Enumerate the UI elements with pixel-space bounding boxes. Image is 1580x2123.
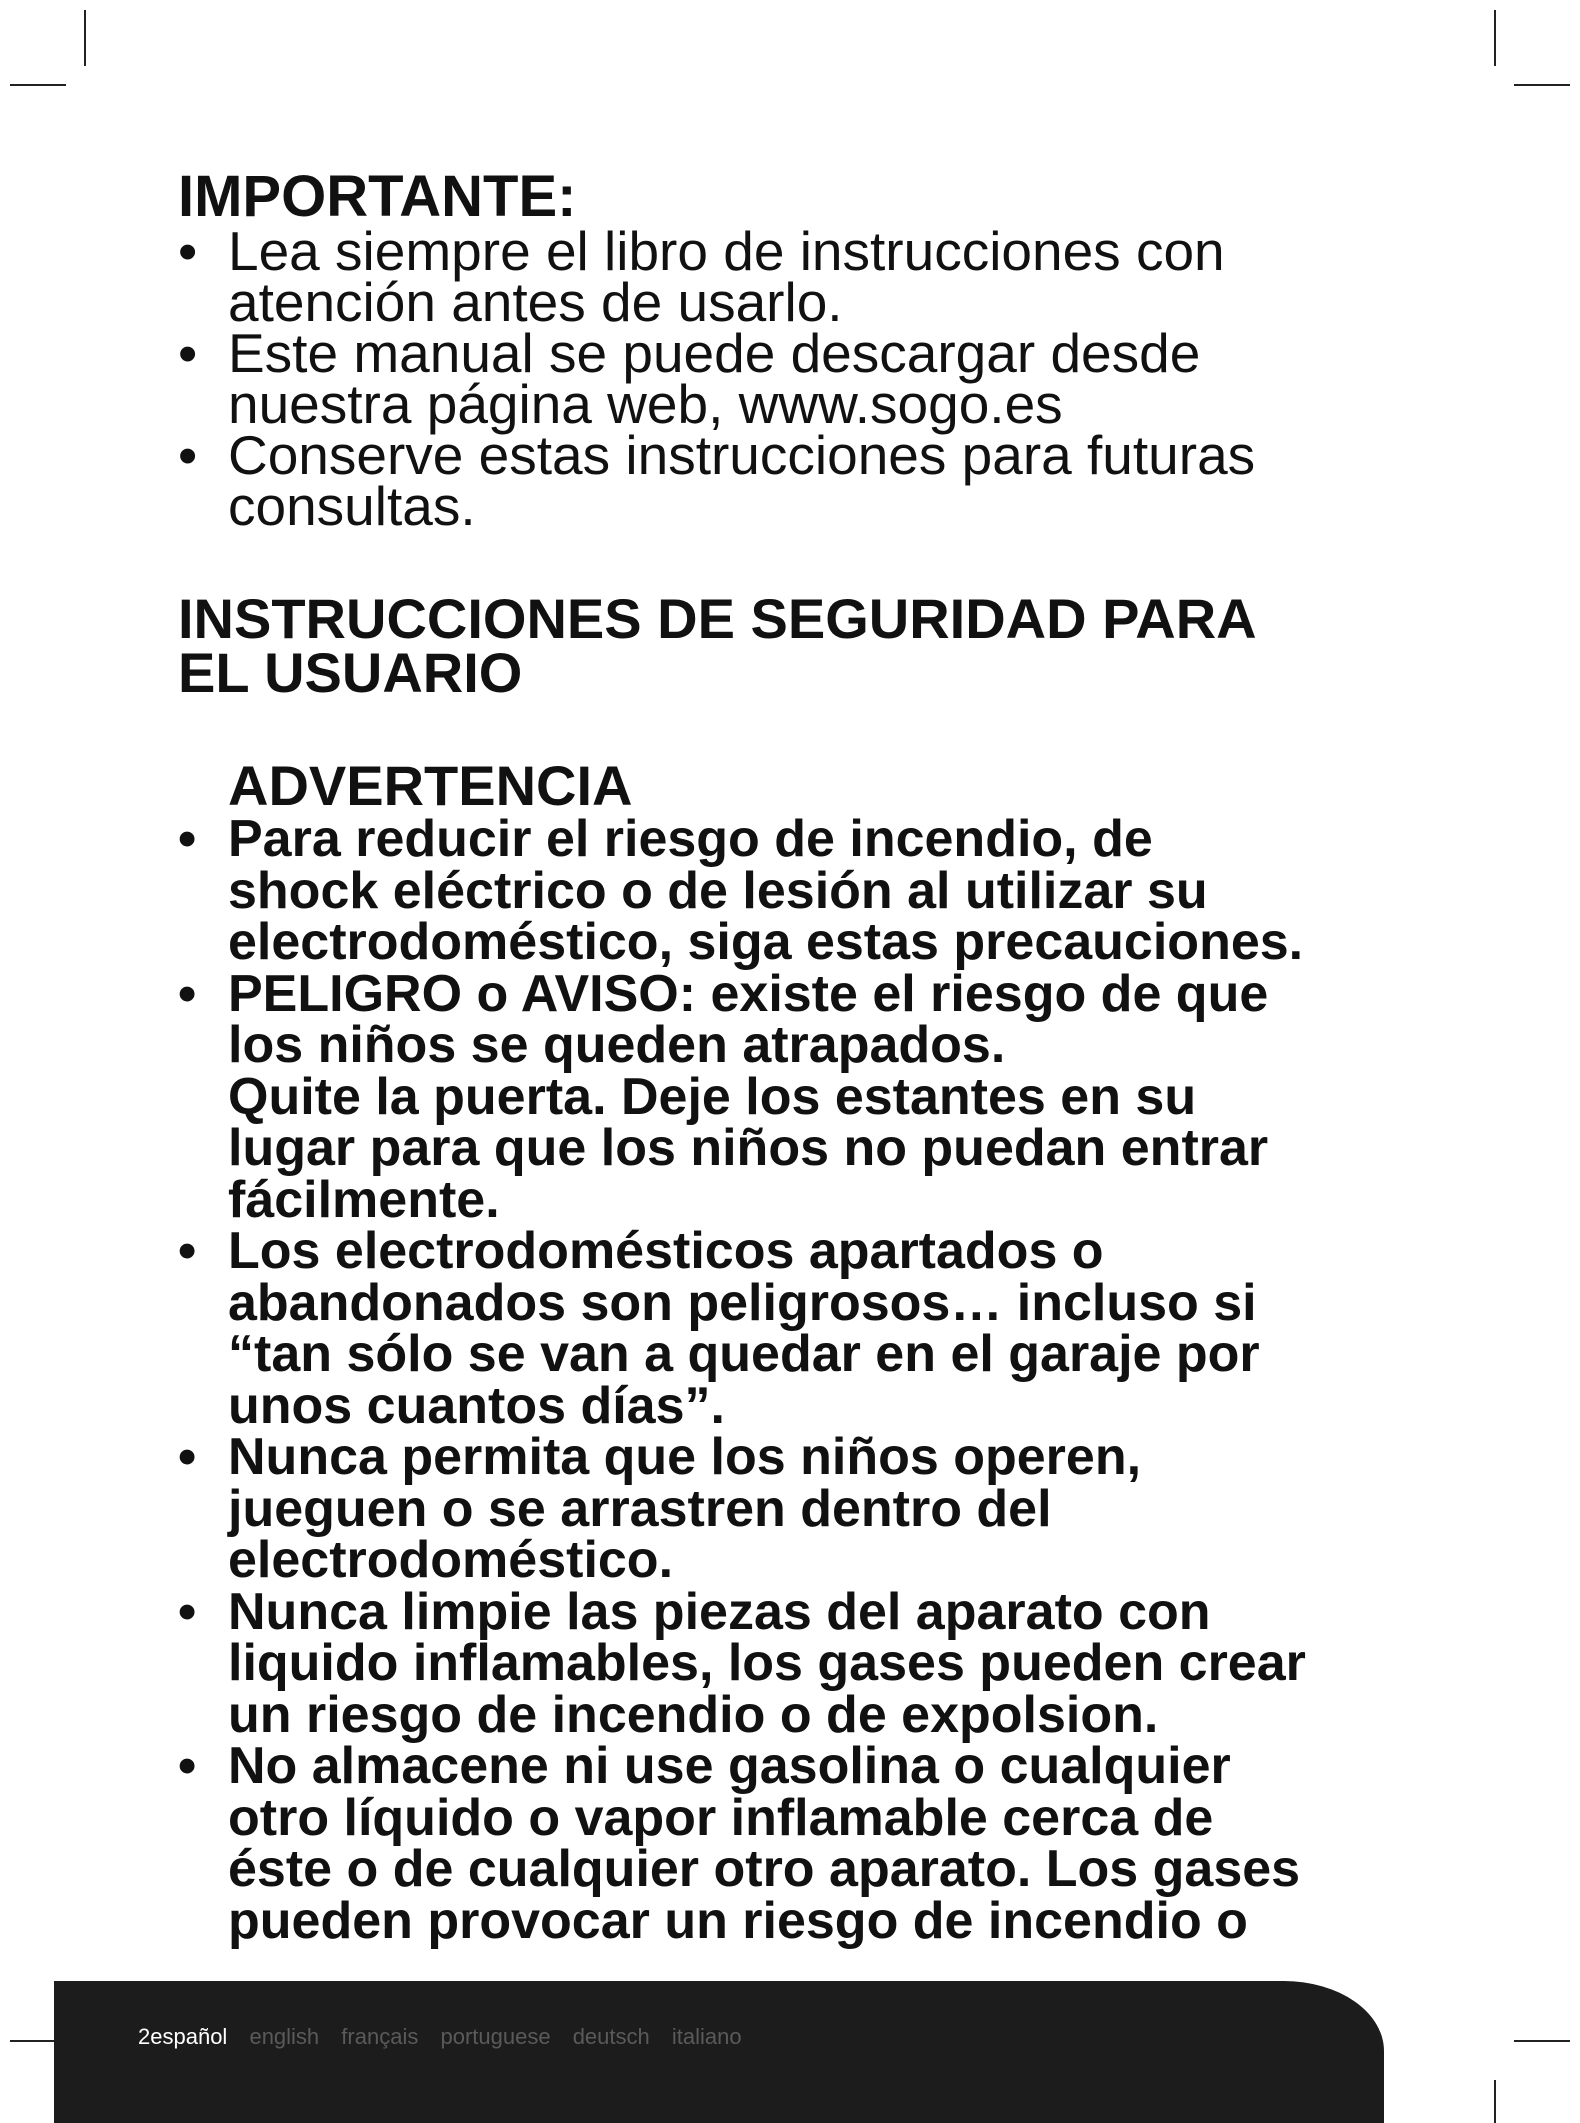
list-item <box>178 220 1468 333</box>
list-item-line: “tan sólo se van a quedar en el garaje por <box>228 1325 1260 1383</box>
crop-mark-top-left-horizontal <box>10 84 66 86</box>
list-item-line: liquido inflamables, los gases pueden crear <box>228 1634 1306 1692</box>
list-item-line: No almacene ni use gasolina o cualquier <box>228 1737 1231 1795</box>
list-item-line: Conserve estas instrucciones para futuras <box>228 424 1256 486</box>
language-link[interactable]: italiano <box>671 2024 742 2049</box>
bullet-icon: • <box>178 322 198 384</box>
list-item-line: Quite la puerta. Deje los estantes en su <box>228 1067 1197 1126</box>
bullet-icon: • <box>178 964 197 1023</box>
bullet-icon: • <box>178 1222 197 1280</box>
list-item-line: nuestra página web, www.sogo.es <box>228 373 1063 435</box>
list-item-line: Los electrodomésticos apartados o <box>228 1222 1104 1280</box>
list-item-line: PELIGRO o AVISO: existe el riesgo de que <box>228 964 1269 1023</box>
bullet-icon: • <box>178 810 197 868</box>
list-item <box>178 424 1468 537</box>
list-item <box>178 1428 1468 1589</box>
language-link[interactable]: portuguese <box>440 2024 551 2049</box>
list-item-line: Lea siempre el libro de instrucciones con <box>228 220 1225 282</box>
list-item <box>178 810 1468 971</box>
bullet-icon: • <box>178 1428 197 1486</box>
list-item-line: jueguen o se arrastren dentro del <box>228 1479 1052 1538</box>
list-item-line: pueden provocar un riesgo de incendio o <box>228 1891 1248 1950</box>
safety-heading-line: EL USUARIO <box>178 641 523 704</box>
list-item-line: otro líquido o vapor inflamable cerca de <box>228 1788 1214 1847</box>
list-item <box>178 322 1468 435</box>
list-item <box>178 1582 1468 1744</box>
list-item <box>178 1737 1468 1950</box>
crop-mark-top-right-horizontal <box>1514 84 1570 86</box>
page-number: 2 <box>138 2024 151 2049</box>
list-item-line: fácilmente. <box>228 1170 500 1229</box>
list-item <box>178 964 1468 1229</box>
language-link[interactable]: deutsch <box>572 2024 650 2049</box>
list-item-line: un riesgo de incendio o de expolsion. <box>228 1685 1159 1744</box>
list-item-line: Nunca permita que los niños operen, <box>228 1428 1142 1486</box>
crop-mark-top-left-vertical <box>84 10 86 66</box>
list-item-line: Nunca limpie las piezas del aparato con <box>228 1582 1211 1641</box>
crop-mark-bottom-right-horizontal <box>1514 2040 1570 2042</box>
important-list <box>178 220 1468 537</box>
list-item-line: lugar para que los niños no puedan entrar <box>228 1119 1269 1177</box>
safety-section-heading <box>178 587 1468 704</box>
list-item-line: Este manual se puede descargar desde <box>228 322 1201 384</box>
list-item-line: atención antes de usarlo. <box>228 271 843 333</box>
important-heading: IMPORTANTE: <box>178 164 577 229</box>
list-item-line: abandonados son peligrosos… incluso si <box>228 1273 1257 1332</box>
language-nav <box>138 2024 758 2050</box>
language-link-active[interactable]: español <box>150 2024 228 2049</box>
list-item-line: electrodoméstico, siga estas precauciones. <box>228 913 1304 971</box>
language-link[interactable]: english <box>249 2024 320 2049</box>
list-item-line: los niños se queden atrapados. <box>228 1016 1006 1074</box>
list-item-line: unos cuantos días”. <box>228 1376 725 1435</box>
bullet-icon: • <box>178 220 198 282</box>
bullet-icon: • <box>178 1582 197 1641</box>
language-link[interactable]: français <box>341 2024 419 2049</box>
list-item-line: shock eléctrico o de lesión al utilizar su <box>228 861 1208 920</box>
list-item-line: Para reducir el riesgo de incendio, de <box>228 810 1153 868</box>
warning-heading: ADVERTENCIA <box>228 754 633 817</box>
list-item <box>178 1222 1468 1435</box>
bullet-icon: • <box>178 424 198 486</box>
list-item-line: éste o de cualquier otro aparato. Los gases <box>228 1840 1301 1898</box>
safety-heading-line: INSTRUCCIONES DE SEGURIDAD PARA <box>178 587 1257 650</box>
document-body <box>178 164 1468 1950</box>
list-item-line: consultas. <box>228 475 476 537</box>
footer-bar <box>54 1981 1384 2123</box>
list-item-line: electrodoméstico. <box>228 1531 674 1589</box>
warning-list <box>178 810 1468 1950</box>
crop-mark-bottom-right-vertical <box>1494 2080 1496 2123</box>
crop-mark-top-right-vertical <box>1494 10 1496 66</box>
bullet-icon: • <box>178 1737 197 1795</box>
